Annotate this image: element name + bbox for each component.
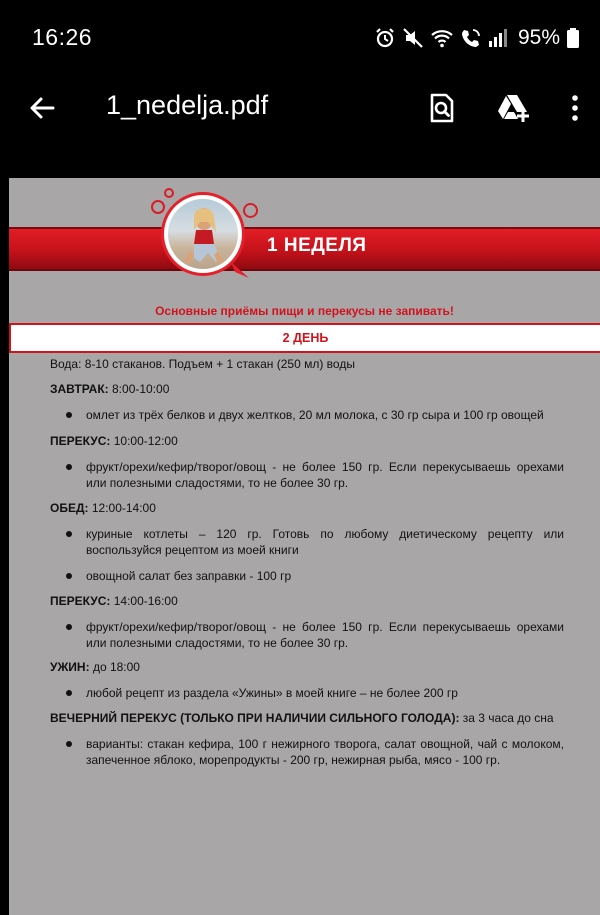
meal-heading (50, 500, 156, 516)
document-title: 1_nedelja.pdf (106, 90, 269, 120)
meal-heading (50, 710, 554, 726)
more-options-button[interactable] (553, 86, 597, 130)
bullet-point (66, 531, 72, 537)
add-to-drive-icon (497, 93, 531, 123)
status-icons (374, 24, 580, 52)
meal-item: овощной салат без заправки - 100 гр (86, 569, 292, 583)
search-document-icon (428, 93, 456, 123)
meal-time: за 3 часа до сна (459, 711, 554, 725)
decor-bubble (164, 188, 174, 198)
meal-heading (50, 659, 140, 675)
meal-time: 12:00-14:00 (88, 501, 156, 515)
status-bar (0, 0, 600, 78)
notice-text: Основные приёмы пищи и перекусы не запивать! (155, 304, 454, 318)
decor-bubble (151, 200, 165, 214)
app-bar (0, 78, 600, 138)
author-photo (168, 199, 238, 269)
decor-bubble (243, 203, 258, 218)
meal-heading (50, 593, 178, 609)
bullet-point (66, 690, 72, 696)
meal-label: ВЕЧЕРНИЙ ПЕРЕКУС (ТОЛЬКО ПРИ НАЛИЧИИ СИЛЬНОГО ГОЛОДА): (50, 711, 460, 725)
meal-item: фрукт/орехи/кефир/творог/овощ - не более 150 гр. Если перекусываешь орехами или полезными сладостями, то не более 30 гр. (86, 620, 564, 650)
mute-icon (402, 27, 424, 49)
pdf-page[interactable] (9, 178, 600, 915)
bullet-point (66, 741, 72, 747)
battery-percent: 95% (517, 26, 560, 49)
status-time: 16:26 (32, 24, 93, 50)
meal-item: любой рецепт из раздела «Ужины» в моей книге – не более 200 гр (86, 686, 458, 700)
wifi-call-icon (460, 27, 482, 49)
signal-icon (488, 27, 508, 49)
meal-time: 14:00-16:00 (110, 594, 178, 608)
meal-label: ЗАВТРАК: (50, 382, 109, 396)
more-vert-icon (570, 94, 580, 122)
back-button[interactable] (22, 88, 62, 128)
meal-time: 10:00-12:00 (110, 434, 178, 448)
meal-item: омлет из трёх белков и двух желтков, 20 мл молока, с 30 гр сыра и 100 гр овощей (86, 408, 544, 422)
bullet-point (66, 624, 72, 630)
meal-item: варианты: стакан кефира, 100 г нежирного творога, салат овощной, чай с молоком, запеченное яблоко, морепродукты - 200 гр, нежирная рыба, мясо - 100 гр. (86, 737, 564, 767)
meal-item: куриные котлеты – 120 гр. Готовь по любому диетическому рецепту или воспользуйся рецептом из моей книги (86, 527, 564, 557)
author-photo-badge (159, 190, 267, 290)
wifi-icon (430, 27, 454, 49)
meal-label: УЖИН: (50, 660, 90, 674)
bullet-point (66, 573, 72, 579)
meal-time: 8:00-10:00 (108, 382, 170, 396)
meal-heading (50, 381, 169, 397)
meal-label: ПЕРЕКУС: (50, 434, 111, 448)
meal-label: ПЕРЕКУС: (50, 594, 111, 608)
find-in-document-button[interactable] (420, 86, 464, 130)
meal-item: фрукт/орехи/кефир/творог/овощ - не более 150 гр. Если перекусываешь орехами или полезными сладостями, то не более 30 гр. (86, 460, 564, 490)
bullet-point (66, 412, 72, 418)
meal-label: ОБЕД: (50, 501, 89, 515)
meal-time: до 18:00 (89, 660, 140, 674)
speech-tail (229, 260, 251, 280)
week-title: 1 НЕДЕЛЯ (267, 235, 367, 256)
alarm-icon (374, 27, 396, 49)
bullet-point (66, 464, 72, 470)
add-to-drive-button[interactable] (492, 86, 536, 130)
day-title: 2 ДЕНЬ (9, 323, 600, 353)
arrow-back-icon (28, 94, 56, 122)
water-line: Вода: 8-10 стаканов. Подъем + 1 стакан (250 мл) воды (50, 357, 355, 371)
meal-heading (50, 433, 178, 449)
battery-icon (566, 27, 580, 49)
